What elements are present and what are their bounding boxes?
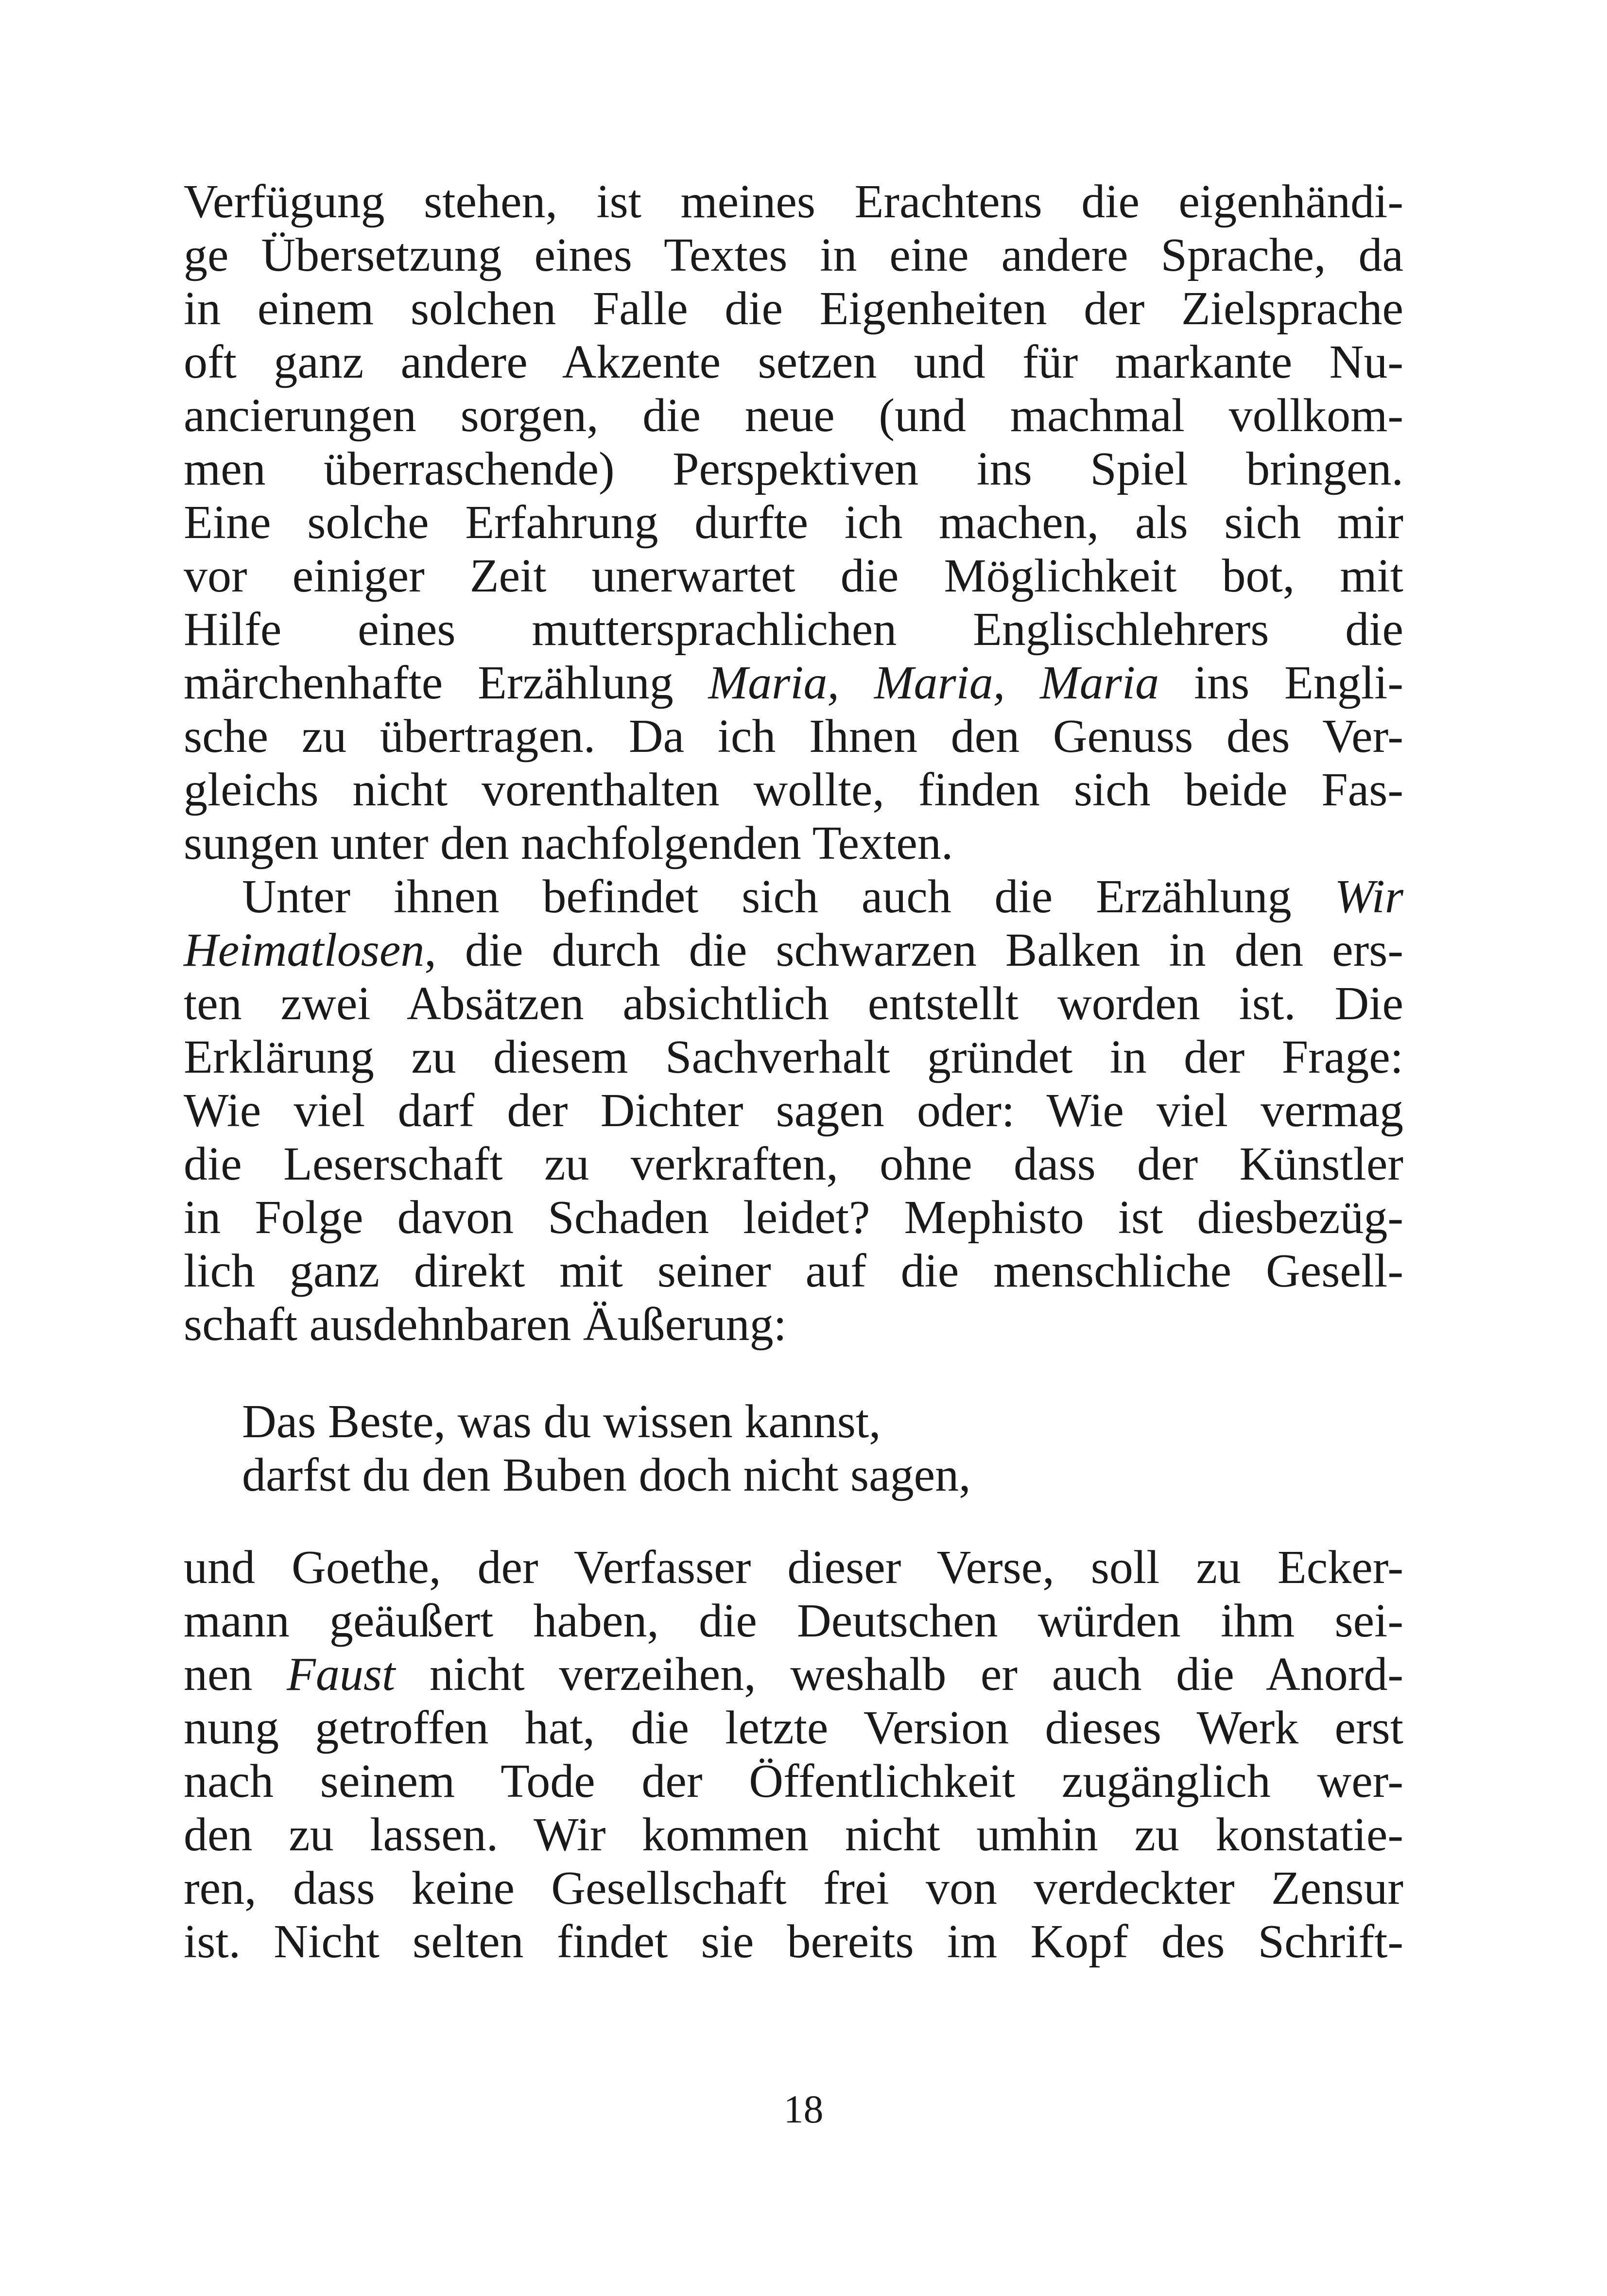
- text-segment: ist. Nicht selten findet sie bereits im Kopf des Schrift-: [184, 1915, 1403, 1968]
- text-segment: sche zu übertragen. Da ich Ihnen den Genuss des Ver-: [184, 710, 1403, 763]
- text-segment: schaft ausdehnbaren Äußerung:: [184, 1298, 787, 1351]
- text-line: [184, 656, 1403, 710]
- text-line: [184, 1298, 1403, 1351]
- text-line: [184, 549, 1403, 603]
- text-segment: in Folge davon Schaden leidet? Mephisto ist diesbezüg-: [184, 1191, 1403, 1244]
- text-segment: ins Engli-: [1159, 657, 1403, 709]
- text-segment: Eine solche Erfahrung durfte ich machen, als sich mir: [184, 496, 1403, 549]
- text-line: [242, 870, 1403, 923]
- text-segment: Wie viel darf der Dichter sagen oder: Wie viel vermag: [184, 1084, 1403, 1137]
- text-line: [184, 710, 1403, 763]
- verse-line: Das Beste, was du wissen kannst,: [242, 1395, 881, 1448]
- text-segment: sungen unter den nachfolgenden Texten.: [184, 817, 953, 870]
- text-line: [184, 1030, 1403, 1084]
- text-line: [184, 442, 1403, 496]
- text-line: [184, 175, 1403, 228]
- text-segment: nen: [184, 1648, 287, 1701]
- text-line: [184, 1861, 1403, 1915]
- text-line: [184, 1191, 1403, 1244]
- verse-line: darfst du den Buben doch nicht sagen,: [242, 1449, 971, 1501]
- text-segment: in einem solchen Falle die Eigenheiten der Zielsprache: [184, 282, 1403, 335]
- text-segment: oft ganz andere Akzente setzen und für markante Nu-: [184, 336, 1403, 388]
- text-line: [184, 1648, 1403, 1701]
- text-line: [184, 817, 1403, 870]
- italic-title: Faust: [287, 1648, 396, 1701]
- text-segment: vor einiger Zeit unerwartet die Möglichkeit bot, mit: [184, 550, 1403, 602]
- text-line: [184, 1755, 1403, 1808]
- text-segment: und Goethe, der Verfasser dieser Verse, soll zu Ecker-: [184, 1541, 1403, 1594]
- text-line: [184, 1084, 1403, 1137]
- text-line: [184, 1701, 1403, 1755]
- text-line: [184, 923, 1403, 977]
- text-line: [184, 335, 1403, 389]
- text-segment: nung getroffen hat, die letzte Version dieses Werk erst: [184, 1702, 1403, 1754]
- text-line: [184, 1594, 1403, 1648]
- text-segment: gleichs nicht vorenthalten wollte, finden sich beide Fas-: [184, 764, 1403, 816]
- text-segment: nach seinem Tode der Öffentlichkeit zugänglich wer-: [184, 1755, 1403, 1808]
- text-segment: ten zwei Absätzen absichtlich entstellt worden ist. Die: [184, 977, 1403, 1030]
- text-segment: den zu lassen. Wir kommen nicht umhin zu konstatie-: [184, 1809, 1403, 1861]
- text-segment: Erklärung zu diesem Sachverhalt gründet in der Frage:: [184, 1031, 1403, 1083]
- text-line: [184, 1541, 1403, 1594]
- italic-title: Wir: [1334, 870, 1403, 923]
- text-segment: die Leserschaft zu verkraften, ohne dass der Künstler: [184, 1138, 1403, 1190]
- text-segment: Hilfe eines muttersprachlichen Englischlehrers die: [184, 603, 1403, 656]
- text-segment: märchenhafte Erzählung: [184, 657, 708, 709]
- text-segment: ancierungen sorgen, die neue (und machmal vollkom-: [184, 389, 1403, 442]
- text-line: [184, 1244, 1403, 1298]
- text-segment: ge Übersetzung eines Textes in eine andere Sprache, da: [184, 229, 1403, 281]
- text-segment: lich ganz direkt mit seiner auf die menschliche Gesell-: [184, 1245, 1403, 1297]
- page-number: 18: [783, 2087, 824, 2131]
- text-line: [184, 1915, 1403, 1968]
- text-line: [184, 496, 1403, 549]
- text-segment: nicht verzeihen, weshalb er auch die Anord-: [395, 1648, 1404, 1701]
- text-line: [184, 977, 1403, 1030]
- italic-title: Maria, Maria, Maria: [708, 657, 1159, 709]
- text-line: [184, 389, 1403, 442]
- text-segment: ren, dass keine Gesellschaft frei von verdeckter Zensur: [184, 1862, 1403, 1914]
- text-line: [184, 282, 1403, 335]
- text-segment: , die durch die schwarzen Balken in den ers-: [424, 924, 1403, 976]
- text-line: [184, 1808, 1403, 1861]
- text-line: [184, 603, 1403, 656]
- text-segment: men überraschende) Perspektiven ins Spiel bringen.: [184, 443, 1403, 495]
- text-line: [184, 1137, 1403, 1191]
- text-segment: Unter ihnen befindet sich auch die Erzählung: [242, 870, 1335, 923]
- text-segment: mann geäußert haben, die Deutschen würden ihm sei-: [184, 1595, 1403, 1647]
- text-line: [184, 763, 1403, 817]
- text-segment: Verfügung stehen, ist meines Erachtens die eigenhändi-: [184, 175, 1403, 228]
- text-line: [184, 228, 1403, 282]
- italic-title: Heimatlosen: [184, 924, 425, 976]
